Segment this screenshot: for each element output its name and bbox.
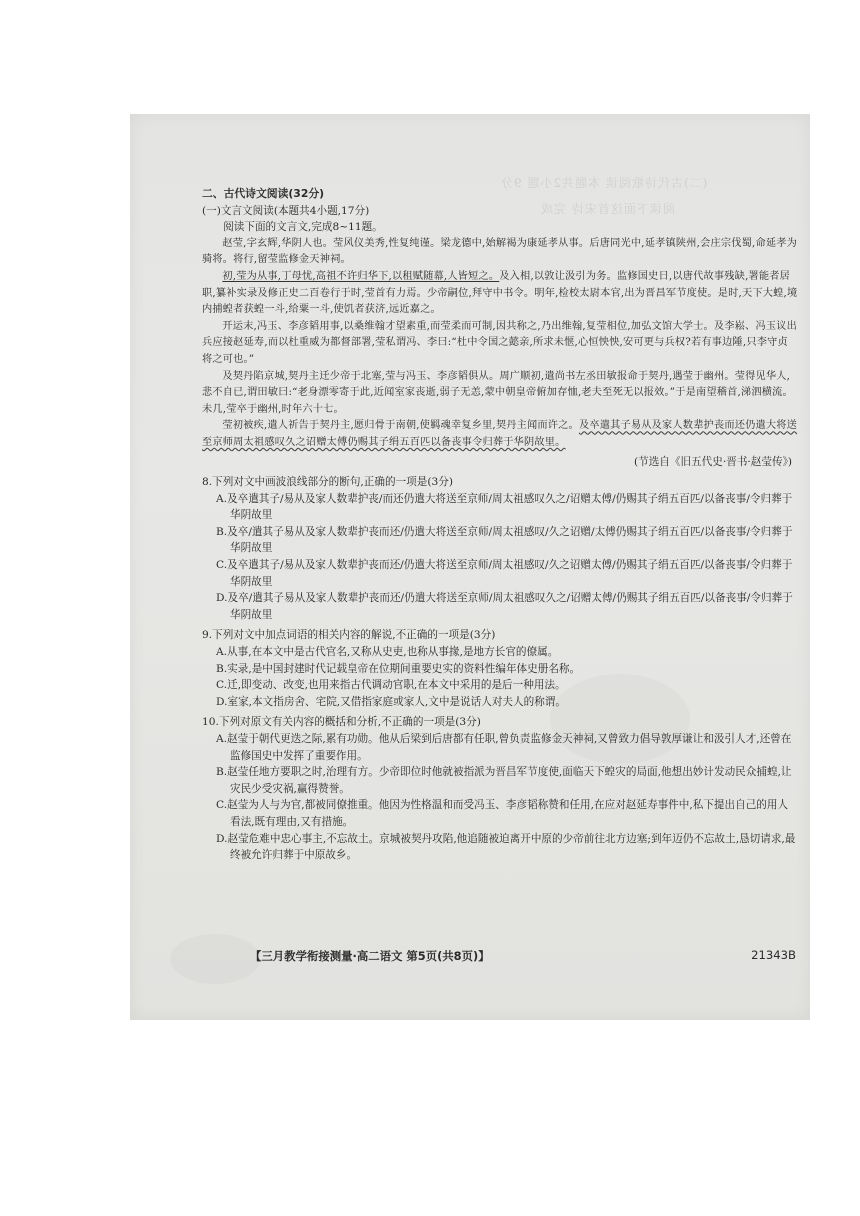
- question-8-option-c: C.及卒遣其子/易从及家人数辈护丧而还/仍遣大将送至京师/周太祖感叹/久之诏赠太傅/仍赐其子绢五百匹/以备丧事/令归葬于华阴故里: [216, 559, 793, 588]
- section-title: 二、古代诗文阅读(32分): [202, 187, 325, 200]
- passage-source: (节选自《旧五代史·晋书·赵莹传》): [633, 455, 792, 468]
- paper-stain: [170, 934, 260, 984]
- passage-paragraph-1: 赵莹,字玄辉,华阴人也。莹风仪美秀,性复纯谨。梁龙德中,始解褐为康延孝从事。后唐同光中,延孝镇陕州,会庄宗伐蜀,命延孝为骑将。将行,留莹监修金天神祠。: [202, 237, 797, 266]
- question-8-option-a: A.及卒遣其子/易从及家人数辈护丧/而还仍遣大将送至京师/周太祖感叹久之/诏赠太傅/仍赐其子绢五百匹/以备丧事/令归葬于华阴故里: [216, 492, 793, 522]
- question-10-stem: 10.下列对原文有关内容的概括和分析,不正确的一项是(3分): [202, 716, 481, 729]
- passage-paragraph-4: 及契丹陷京城,契丹主迁少帝于北塞,莹与冯玉、李彦韬俱从。周广顺初,遣尚书左丞田敏报命于契丹,遇莹于幽州。莹得见华人,悲不自已,谓田敏曰:“老身漂零寄于此,近闻室家丧逝,弱子无恙,蒙中朝皇帝俯加存恤,老夫至死无以报效。”于是南望稽首,涕泗横流。未几,莹卒于幽州,时年六十七。: [202, 370, 793, 415]
- page-footer: [250, 948, 810, 964]
- question-9-option-c: C.迁,即变动、改变,也用来指古代调动官职,在本文中采用的是后一种用法。: [216, 679, 566, 692]
- question-9-option-b: B.实录,是中国封建时代记载皇帝在位期间重要史实的资料性编年体史册名称。: [216, 662, 581, 675]
- footer-page-info: 【三月教学衔接测量·高二语文 第5页(共8页)】: [250, 949, 490, 963]
- underlined-sentence: 初,莹为从事,丁母忧,高祖不许归华下,以租赋随幕,人皆短之。: [222, 270, 500, 282]
- passage-paragraph-2: [202, 269, 798, 319]
- question-10-option-a: A.赵莹于朝代更迭之际,累有功勋。他从后梁到后唐都有任职,曾负责监修金天神祠,又曾致力倡导敦厚谦让和汲引人才,还曾在监修国史中发挥了重要作用。: [216, 733, 792, 762]
- passage-paragraph-5: [202, 418, 798, 451]
- question-9-option-a: A.从事,在本文中是古代官名,又称从史吏,也称从事掾,是地方长官的僚属。: [216, 646, 559, 659]
- bleed-through-text: (二)古代诗歌阅读 本题共2小题 9分: [500, 176, 708, 190]
- section-subtitle: (一)文言文阅读(本题共4小题,17分): [202, 204, 370, 217]
- question-9-stem: 9.下列对文中加点词语的相关内容的解说,不正确的一项是(3分): [202, 629, 496, 642]
- wavy-underlined-sentence: 及卒遣其子易从及家人数辈护丧而还仍遣大将送至京师周太祖感叹久之诏赠太傅仍赐其子绢五百匹以备丧事令归葬于华阴故里。: [202, 420, 798, 448]
- instruction-text: 阅读下面的文言文,完成8~11题。: [223, 221, 383, 234]
- question-10-option-c: C.赵莹为人与为官,都被同僚推重。他因为性格温和而受冯玉、李彦韬称赞和任用,在应对赵延寿事件中,私下提出自己的用人看法,既有理由,又有措施。: [216, 799, 789, 828]
- question-8-option-d: D.及卒/遣其子易从及家人数辈护丧而还/仍遣大将送至京师/周太祖感叹久之/诏赠太傅/仍赐其子绢五百匹/以备丧事/令归葬于华阴故里: [216, 592, 793, 621]
- bleed-through-text: 阅读下面这首宋诗 完成: [540, 202, 675, 216]
- scanned-page-photo: [130, 114, 810, 1020]
- question-8-stem: 8.下列对文中画波浪线部分的断句,正确的一项是(3分): [202, 476, 453, 489]
- question-9-option-d: D.室家,本文指房舍、宅院,又借指家庭或家人,文中是说话人对夫人的称谓。: [216, 695, 566, 708]
- question-10-option-d: D.赵莹危难中忠心事主,不忘故土。京城被契丹攻陷,他追随被迫离开中原的少帝前往北方边塞;到年迈仍不忘故土,恳切请求,最终被允许归葬于中原故乡。: [216, 832, 796, 862]
- passage-text: 及入相,以敦让汲引为务。监修国史日,以唐代故事残缺,署能者居职,纂补实录及修正史二百卷行于时,莹首有力焉。少帝嗣位,拜守中书令。明年,检校太尉本官,出为晋昌军节度使。是时,天下大蝗,境内捕蝗者获蝗一斗,给粟一斗,使饥者获济,远近嘉之。: [202, 270, 798, 316]
- footer-exam-code: 21343B: [751, 948, 796, 962]
- exam-content: [202, 186, 798, 864]
- passage-paragraph-3: 开运末,冯玉、李彦韬用事,以桑维翰才望素重,而莹柔而可制,因共称之,乃出维翰,复莹相位,加弘文馆大学士。及李崧、冯玉议出兵应接赵延寿,而以杜重威为都督部署,莹私谓冯、李曰:“杜中令国之懿亲,所求未惬,心恒怏怏,安可更与兵权?若有事边陲,只李守贞将之可也。”: [202, 320, 797, 365]
- question-8-option-b: B.及卒/遣其子易从及家人数辈护丧而还/仍遣大将送至京师/周太祖感叹/久之诏赠/太傅仍赐其子绢五百匹/以备丧事/令归葬于华阴故里: [216, 525, 793, 555]
- passage-text: 莹初被疾,遣人祈告于契丹主,愿归骨于南朝,使羁魂幸复乡里,契丹主闻而许之。: [222, 420, 579, 432]
- question-10-option-b: B.赵莹任地方要职之时,治理有方。少帝即位时他就被指派为晋昌军节度使,面临天下蝗灾的局面,他想出妙计发动民众捕蝗,让灾民少受灾祸,赢得赞誉。: [216, 766, 792, 795]
